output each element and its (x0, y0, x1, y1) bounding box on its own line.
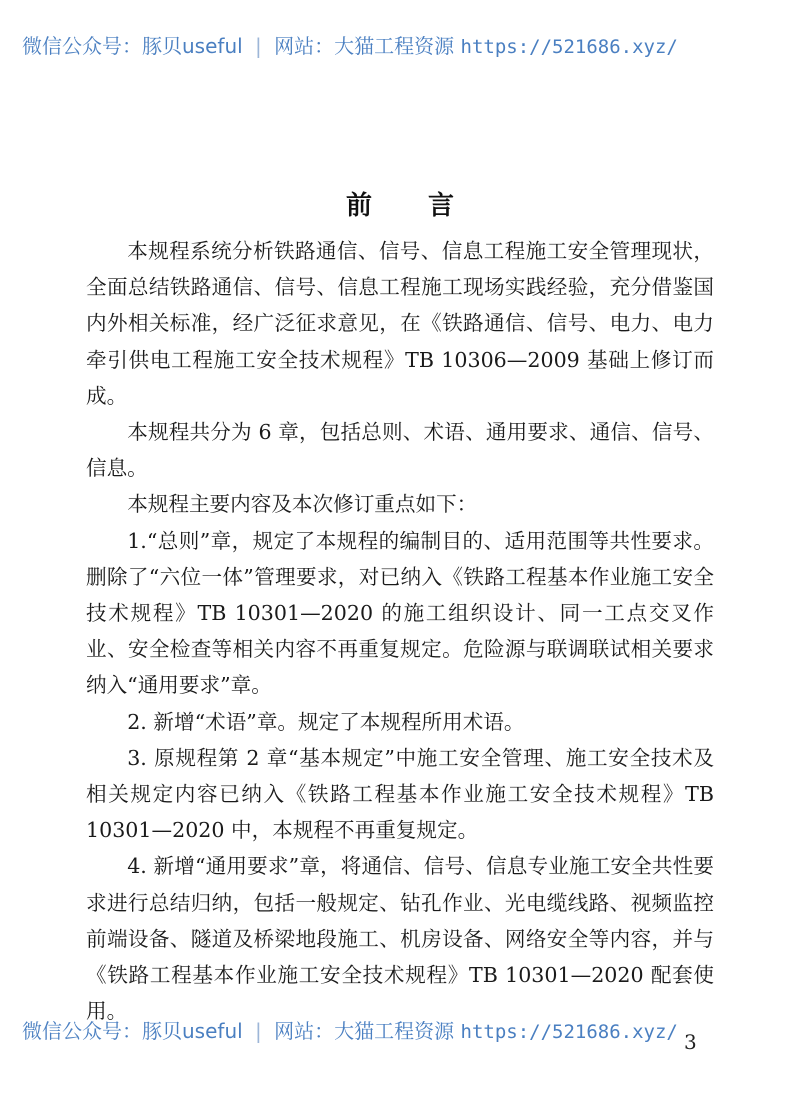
paragraph-item-4: 4. 新增“通用要求”章，将通信、信号、信息专业施工安全共性要求进行总结归纳，包括一般规定、钻孔作业、光电缆线路、视频监控前端设备、隧道及桥梁地段施工、机房设备、网络安全等内容，并与《铁路工程基本作业施工安全技术规程》TB 10301—2020 配套使用。 (86, 854, 714, 1024)
paragraph-chapters: 本规程共分为 6 章，包括总则、术语、通用要求、通信、信号、信息。 (86, 420, 714, 481)
watermark-site-label: 网站：大猫工程资源 (274, 1019, 455, 1043)
paragraph-intro: 本规程系统分析铁路通信、信号、信息工程施工安全管理现状，全面总结铁路通信、信号、信息工程施工现场实践经验，充分借鉴国内外相关标准，经广泛征求意见，在《铁路通信、信号、电力、电力牵引供电工程施工安全技术规程》TB 10306—2009 基础上修订而成。 (86, 239, 714, 408)
document-body (86, 233, 714, 1029)
watermark-wechat-label: 微信公众号：豚贝useful (22, 34, 243, 58)
paragraph-item-1: 1.“总则”章，规定了本规程的编制目的、适用范围等共性要求。删除了“六位一体”管理要求，对已纳入《铁路工程基本作业施工安全技术规程》TB 10301—2020 的施工组织设计、同一工点交叉作业、安全检查等相关内容不再重复规定。危险源与联调联试相关要求纳入“通用要求”章。 (86, 528, 714, 698)
paragraph-item-3: 3. 原规程第 2 章“基本规定”中施工安全管理、施工安全技术及相关规定内容已纳入《铁路工程基本作业施工安全技术规程》TB 10301—2020 中，本规程不再重复规定。 (86, 745, 714, 843)
watermark-footer (22, 1019, 782, 1044)
page-title: 前言 (345, 191, 510, 222)
watermark-separator: | (255, 34, 262, 58)
page-number: 3 (684, 1030, 697, 1054)
watermark-header (22, 34, 782, 59)
watermark-separator: | (255, 1019, 262, 1043)
paragraph-item-2: 2. 新增“术语”章。规定了本规程所用术语。 (127, 709, 525, 734)
paragraph-main-content: 本规程主要内容及本次修订重点如下： (127, 492, 478, 517)
watermark-url: https://521686.xyz/ (460, 36, 678, 58)
watermark-url: https://521686.xyz/ (460, 1021, 678, 1043)
watermark-wechat-label: 微信公众号：豚贝useful (22, 1019, 243, 1043)
watermark-site-label: 网站：大猫工程资源 (274, 34, 455, 58)
